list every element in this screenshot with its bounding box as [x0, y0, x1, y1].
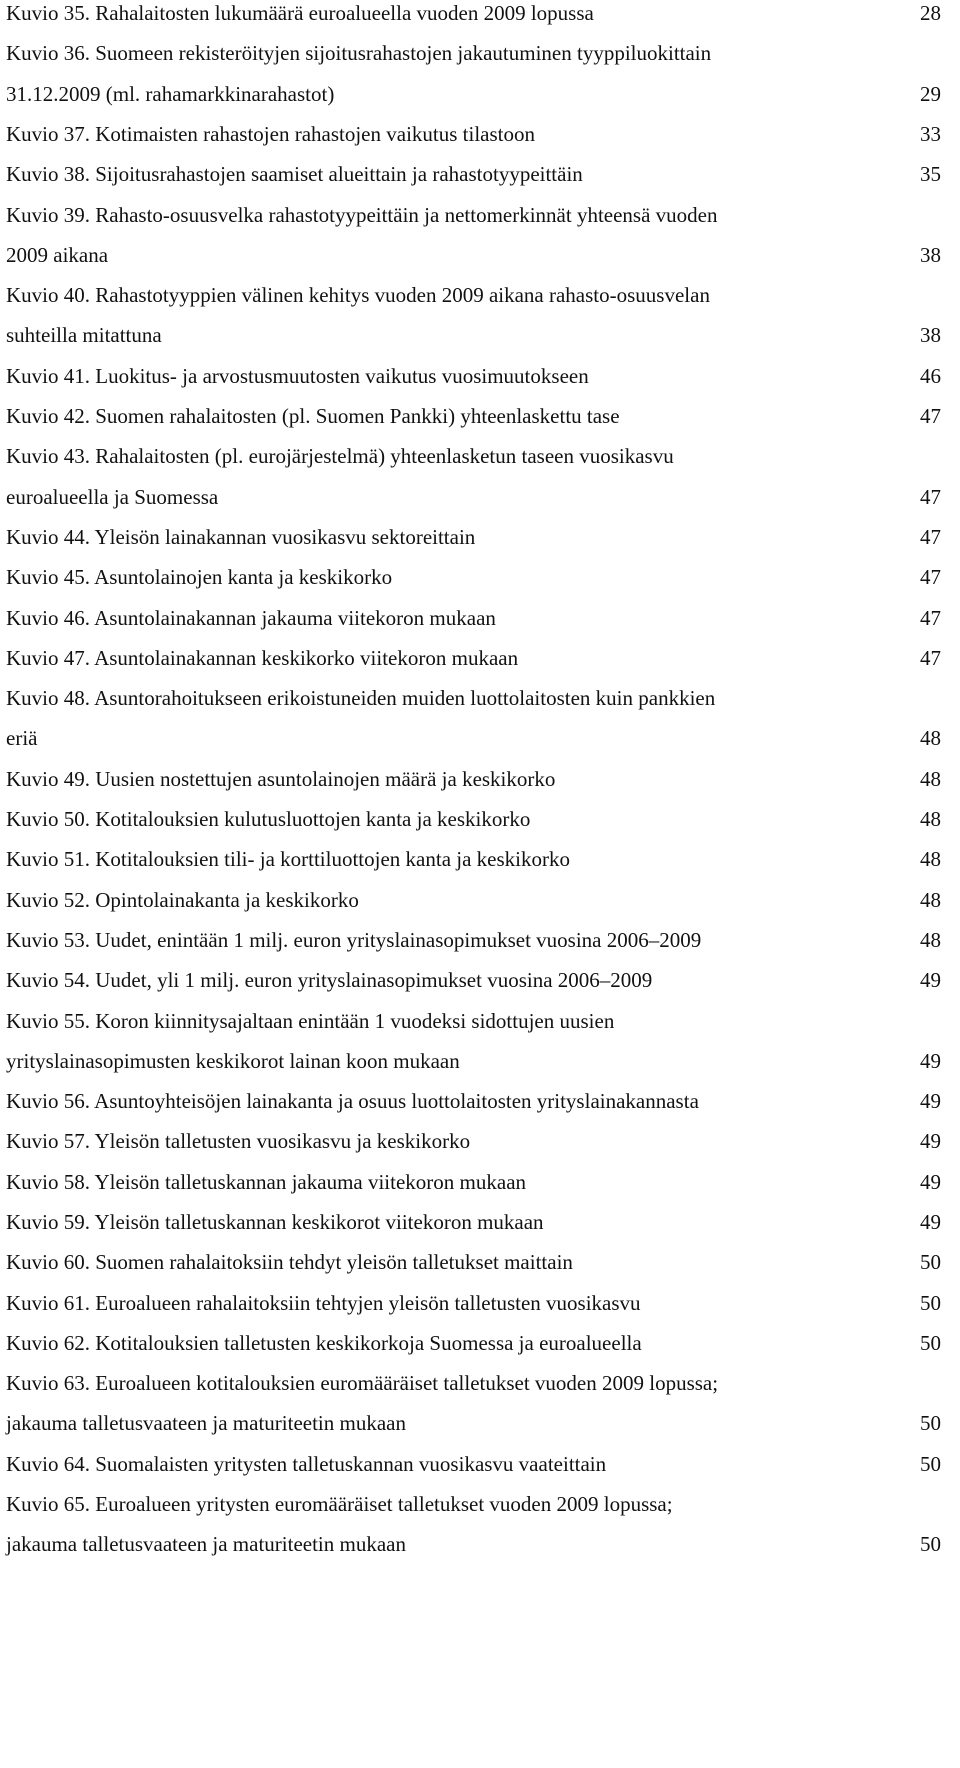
toc-entry-title: Kuvio 45. Asuntolainojen kanta ja keskikorko — [6, 565, 393, 590]
toc-entry-line — [6, 517, 941, 557]
toc-entry — [6, 557, 941, 597]
toc-entry-title: Kuvio 39. Rahasto-osuusvelka rahastotyypeittäin ja nettomerkinnät yhteensä vuoden — [6, 202, 718, 227]
toc-entry-line — [6, 1121, 941, 1161]
toc-entry-title: Kuvio 55. Koron kiinnitysajaltaan enintään 1 vuodeksi sidottujen uusien — [6, 1008, 615, 1033]
toc-page-number: 49 — [920, 1210, 941, 1234]
toc-entry-line — [6, 0, 941, 33]
toc-entry-line — [6, 235, 941, 275]
toc-page-number: 50 — [920, 1411, 941, 1436]
toc-entry-title: Kuvio 53. Uudet, enintään 1 milj. euron yrityslainasopimukset vuosina 2006–2009 — [6, 927, 702, 952]
toc-entry-title: Kuvio 35. Rahalaitosten lukumäärä euroalueella vuoden 2009 lopussa — [6, 1, 594, 25]
toc-entry-line — [6, 195, 941, 235]
toc-entry — [6, 1081, 941, 1121]
toc-page-number: 38 — [920, 242, 941, 267]
toc-entry-title: Kuvio 65. Euroalueen yritysten euromääräiset talletukset vuoden 2009 lopussa; — [6, 1492, 673, 1517]
toc-entry-title: eriä — [6, 726, 38, 751]
toc-entry-line — [6, 315, 941, 355]
toc-entry-title: 31.12.2009 (ml. rahamarkkinarahastot) — [6, 81, 335, 106]
toc-entry-line — [6, 275, 941, 315]
toc-entry-line — [6, 1202, 941, 1242]
toc-page-number: 48 — [920, 766, 941, 791]
toc-entry-title: Kuvio 56. Asuntoyhteisöjen lainakanta ja osuus luottolaitosten yrityslainakannasta — [6, 1089, 699, 1114]
toc-page-number: 49 — [920, 1089, 941, 1114]
toc-entry-line — [6, 1524, 941, 1564]
toc-entry-title: Kuvio 40. Rahastotyyppien välinen kehitys vuoden 2009 aikana rahasto-osuusvelan — [6, 283, 710, 308]
toc-entry-title: Kuvio 52. Opintolainakanta ja keskikorko — [6, 887, 359, 912]
toc-entry-title: Kuvio 37. Kotimaisten rahastojen rahastojen vaikutus tilastoon — [6, 121, 535, 146]
toc-entry-title: Kuvio 62. Kotitalouksien talletusten keskikorkoja Suomessa ja euroalueella — [6, 1330, 642, 1355]
toc-entry-line — [6, 678, 941, 718]
toc-entry-title: Kuvio 64. Suomalaisten yritysten talletuskannan vuosikasvu vaateittain — [6, 1451, 607, 1476]
toc-entry-line — [6, 718, 941, 758]
toc-entry-line — [6, 396, 941, 436]
toc-entry — [6, 33, 941, 114]
toc-entry — [6, 436, 941, 517]
toc-page-number: 28 — [920, 1, 941, 25]
toc-entry — [6, 598, 941, 638]
toc-entry-line — [6, 598, 941, 638]
toc-page-number: 50 — [920, 1250, 941, 1275]
toc-entry-line — [6, 33, 941, 73]
toc-entry-line — [6, 1363, 941, 1403]
toc-entry-title: Kuvio 44. Yleisön lainakannan vuosikasvu sektoreittain — [6, 524, 476, 549]
toc-page-number: 35 — [920, 162, 941, 187]
toc-entry-line — [6, 1242, 941, 1282]
toc-page-number: 47 — [920, 404, 941, 428]
toc-entry-title: Kuvio 49. Uusien nostettujen asuntolainojen määrä ja keskikorko — [6, 766, 556, 791]
toc-entry — [6, 839, 941, 879]
toc-page-number: 49 — [920, 1048, 941, 1073]
toc-page-number: 50 — [920, 1451, 941, 1476]
toc-page-number: 47 — [920, 605, 941, 630]
toc-entry — [6, 114, 941, 154]
toc-entry — [6, 517, 941, 557]
toc-entry — [6, 1283, 941, 1323]
toc-entry-title: suhteilla mitattuna — [6, 323, 162, 348]
toc-entry-title: yrityslainasopimusten keskikorot lainan koon mukaan — [6, 1048, 460, 1073]
toc-page-number: 50 — [920, 1330, 941, 1355]
toc-page-number: 48 — [920, 726, 941, 751]
toc-entry-line — [6, 960, 941, 1000]
toc-entry-line — [6, 1001, 941, 1041]
toc-entry-line — [6, 356, 941, 396]
toc-entry-title: Kuvio 51. Kotitalouksien tili- ja korttiluottojen kanta ja keskikorko — [6, 847, 570, 872]
toc-entry-title: Kuvio 54. Uudet, yli 1 milj. euron yrityslainasopimukset vuosina 2006–2009 — [6, 968, 653, 993]
toc-entry-line — [6, 1041, 941, 1081]
toc-page-number: 29 — [920, 81, 941, 106]
toc-entry — [6, 1202, 941, 1242]
toc-page-number: 50 — [920, 1290, 941, 1315]
toc-entry — [6, 920, 941, 960]
toc-entry-title: Kuvio 61. Euroalueen rahalaitoksiin tehtyjen yleisön talletusten vuosikasvu — [6, 1290, 641, 1315]
toc-entry-title: jakauma talletusvaateen ja maturiteetin mukaan — [6, 1532, 406, 1557]
toc-entry-title: Kuvio 38. Sijoitusrahastojen saamiset alueittain ja rahastotyypeittäin — [6, 162, 583, 187]
toc-entry-line — [6, 114, 941, 154]
toc-entry-line — [6, 799, 941, 839]
toc-entry-line — [6, 1323, 941, 1363]
toc-entry — [6, 1323, 941, 1363]
toc-entry — [6, 1162, 941, 1202]
toc-entry — [6, 799, 941, 839]
toc-entry-title: Kuvio 50. Kotitalouksien kulutusluottojen kanta ja keskikorko — [6, 807, 531, 831]
toc-entry — [6, 356, 941, 396]
toc-page-number: 38 — [920, 323, 941, 348]
toc-entry — [6, 1001, 941, 1082]
toc-page-number: 49 — [920, 1169, 941, 1194]
toc-entry-line — [6, 1283, 941, 1323]
toc-entry-title: euroalueella ja Suomessa — [6, 484, 219, 509]
toc-entry-title: Kuvio 41. Luokitus- ja arvostusmuutosten vaikutus vuosimuutokseen — [6, 363, 589, 388]
toc-entry-title: Kuvio 48. Asuntorahoitukseen erikoistuneiden muiden luottolaitosten kuin pankkien — [6, 686, 716, 711]
toc-page-number: 47 — [920, 524, 941, 549]
toc-page-number: 47 — [920, 645, 941, 670]
toc-entry-line — [6, 154, 941, 194]
toc-entry-line — [6, 920, 941, 960]
toc-page-number: 47 — [920, 484, 941, 509]
toc-entry — [6, 960, 941, 1000]
toc-entry — [6, 1242, 941, 1282]
toc-entry — [6, 880, 941, 920]
toc-entry — [6, 396, 941, 436]
toc-entry-line — [6, 1403, 941, 1443]
toc-entry-line — [6, 1081, 941, 1121]
toc-entry — [6, 678, 941, 759]
toc-page-number: 48 — [920, 847, 941, 872]
toc-entry — [6, 1444, 941, 1484]
toc-page-number: 48 — [920, 887, 941, 912]
toc-entry-title: Kuvio 47. Asuntolainakannan keskikorko viitekoron mukaan — [6, 645, 519, 670]
toc-entry — [6, 1121, 941, 1161]
toc-entry-title: Kuvio 63. Euroalueen kotitalouksien euromääräiset talletukset vuoden 2009 lopussa; — [6, 1371, 719, 1396]
toc-entry — [6, 275, 941, 356]
toc-entry — [6, 1484, 941, 1565]
toc-page-number: 33 — [920, 121, 941, 146]
toc-page-number: 49 — [920, 968, 941, 993]
toc-page-number: 50 — [920, 1532, 941, 1557]
toc-entry-title: Kuvio 57. Yleisön talletusten vuosikasvu ja keskikorko — [6, 1129, 471, 1154]
toc-entry-title: Kuvio 58. Yleisön talletuskannan jakauma viitekoron mukaan — [6, 1169, 527, 1194]
toc-entry-line — [6, 839, 941, 879]
toc-page-number: 48 — [920, 807, 941, 831]
toc-page-number: 48 — [920, 927, 941, 952]
toc-entry-line — [6, 759, 941, 799]
toc-entry — [6, 759, 941, 799]
toc-entry-line — [6, 74, 941, 114]
toc-page-number: 46 — [920, 363, 941, 388]
toc-entry — [6, 0, 941, 33]
toc-entry-line — [6, 1162, 941, 1202]
toc-page-number: 49 — [920, 1129, 941, 1154]
toc-entry-title: Kuvio 46. Asuntolainakannan jakauma viitekoron mukaan — [6, 605, 496, 630]
toc-page-number: 47 — [920, 565, 941, 590]
toc-entry-line — [6, 880, 941, 920]
toc-entry-line — [6, 1484, 941, 1524]
toc-entry-title: jakauma talletusvaateen ja maturiteetin mukaan — [6, 1411, 406, 1436]
toc-entry — [6, 1363, 941, 1444]
toc-entry-line — [6, 557, 941, 597]
toc-entry-title: Kuvio 36. Suomeen rekisteröityjen sijoitusrahastojen jakautuminen tyyppiluokittain — [6, 41, 712, 66]
toc-entry-line — [6, 1444, 941, 1484]
toc-entry-title: Kuvio 42. Suomen rahalaitosten (pl. Suomen Pankki) yhteenlaskettu tase — [6, 404, 620, 428]
toc-entry — [6, 195, 941, 276]
toc-entry — [6, 154, 941, 194]
toc-entry-title: Kuvio 60. Suomen rahalaitoksiin tehdyt yleisön talletukset maittain — [6, 1250, 573, 1275]
toc-entry — [6, 638, 941, 678]
toc-entry-title: Kuvio 59. Yleisön talletuskannan keskikorot viitekoron mukaan — [6, 1210, 544, 1234]
toc-entry-title: 2009 aikana — [6, 242, 109, 267]
toc-entry-line — [6, 477, 941, 517]
toc-entry-title: Kuvio 43. Rahalaitosten (pl. eurojärjestelmä) yhteenlasketun taseen vuosikasvu — [6, 444, 674, 469]
toc-entry-line — [6, 436, 941, 476]
toc-entry-line — [6, 638, 941, 678]
